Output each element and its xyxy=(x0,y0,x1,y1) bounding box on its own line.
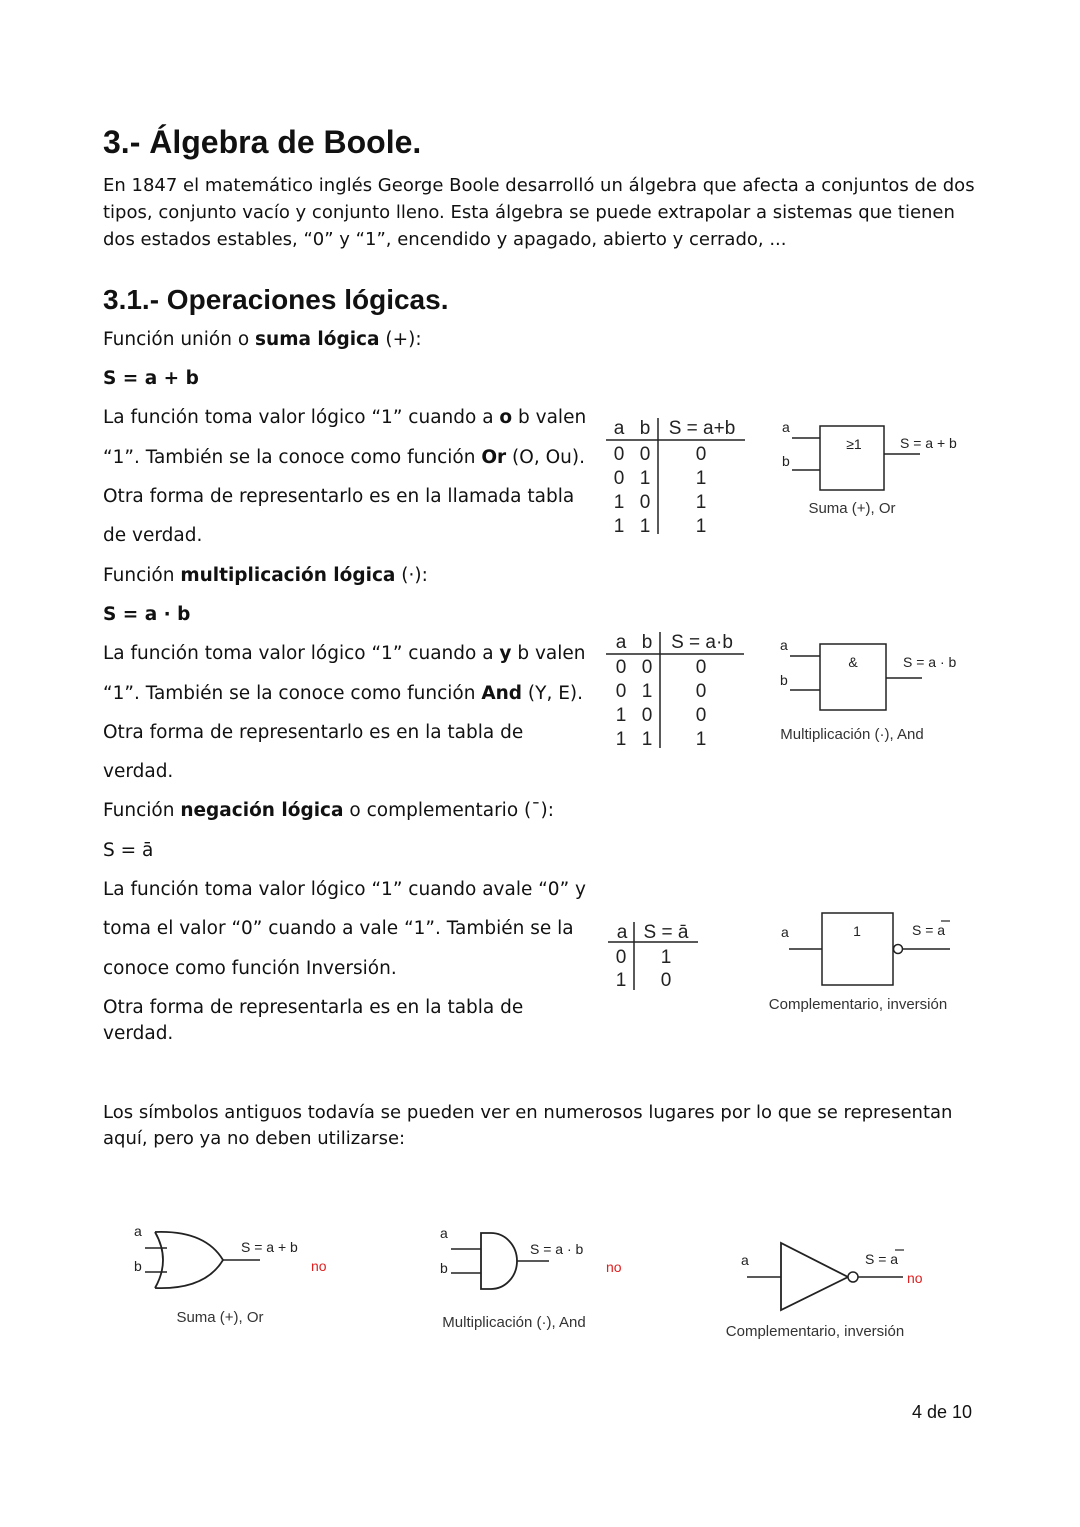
not-table-header-s: S = ā xyxy=(643,922,689,943)
and-gate-label: & xyxy=(848,654,858,670)
and-gate-output: S = a · b xyxy=(903,654,957,670)
or-text-2: “1”. También se la conoce como función Or (O, Ou). xyxy=(103,447,585,468)
not-table-cell: 0 xyxy=(660,970,672,991)
or-table-cell: 1 xyxy=(639,468,651,489)
inversion-bubble-icon xyxy=(894,945,903,954)
and-table-cell: 1 xyxy=(615,705,627,726)
old-or-input-b: b xyxy=(134,1258,142,1274)
and-table-cell: 0 xyxy=(641,657,653,678)
and-text-4: verdad. xyxy=(103,761,174,782)
and-gate-input-b: b xyxy=(780,672,788,688)
or-gate-caption: Suma (+), Or xyxy=(808,500,896,517)
and-table-cell: 0 xyxy=(695,681,707,702)
and-table-cell: 1 xyxy=(615,729,627,750)
intro-paragraph: En 1847 el matemático inglés George Boole desarrolló un álgebra que afecta a conjuntos de dos tipos, conjunto vacío y conjunto lleno. Esta álgebra se puede extrapolar a sistemas que tienen dos estados estables, “0” y “1”, encendido y apagado, abierto y cerrado, ... xyxy=(103,175,975,250)
or-gate-label: ≥1 xyxy=(846,436,862,452)
and-text-2: “1”. También se la conoce como función And (Y, E). xyxy=(103,683,583,704)
or-table-cell: 0 xyxy=(639,444,651,465)
old-not-output: S = a xyxy=(865,1251,899,1267)
old-not-input-a: a xyxy=(741,1252,749,1268)
old-or-gate-symbol xyxy=(125,1210,355,1335)
or-gate-input-a: a xyxy=(782,419,790,435)
page-number: 4 de 10 xyxy=(912,1402,973,1422)
and-heading: Función multiplicación lógica (·): xyxy=(103,565,428,586)
old-not-caption: Complementario, inversión xyxy=(725,1323,905,1340)
or-heading: Función unión o suma lógica (+): xyxy=(103,329,422,350)
or-gate-symbol xyxy=(770,412,980,522)
and-table-cell: 0 xyxy=(695,657,707,678)
and-table-cell: 0 xyxy=(615,681,627,702)
old-and-gate-symbol xyxy=(425,1215,655,1340)
and-text-1: La función toma valor lógico “1” cuando a y b valen xyxy=(103,643,586,664)
or-table-cell: 0 xyxy=(695,444,707,465)
and-truth-table xyxy=(600,624,760,754)
or-table-cell: 0 xyxy=(613,468,625,489)
not-table-cell: 1 xyxy=(660,947,672,968)
old-or-no-mark: no xyxy=(311,1258,327,1274)
or-table-cell: 1 xyxy=(695,468,707,489)
or-table-cell: 1 xyxy=(639,516,651,537)
not-heading: Función negación lógica o complementario (¯): xyxy=(103,800,554,821)
not-text-4: Otra forma de representarla es en la tabla de xyxy=(103,997,524,1018)
not-text-1: La función toma valor lógico “1” cuando avale “0” y xyxy=(103,879,586,900)
or-text-3: Otra forma de representarlo es en la llamada tabla xyxy=(103,486,575,507)
not-gate-input-a: a xyxy=(781,924,789,940)
old-and-input-b: b xyxy=(440,1260,448,1276)
old-not-no-mark: no xyxy=(907,1270,923,1286)
and-table-header-a: a xyxy=(615,632,627,653)
old-not-gate-symbol xyxy=(705,1230,945,1350)
or-table-cell: 0 xyxy=(639,492,651,513)
or-text-1: La función toma valor lógico “1” cuando a o b valen xyxy=(103,407,587,428)
and-table-cell: 0 xyxy=(615,657,627,678)
not-text-3: conoce como función Inversión. xyxy=(103,958,397,979)
not-text-5: verdad. xyxy=(103,1023,174,1044)
and-table-cell: 1 xyxy=(641,681,653,702)
old-and-input-a: a xyxy=(440,1225,448,1241)
not-gate-symbol xyxy=(745,905,980,1020)
not-truth-table xyxy=(600,912,710,994)
or-table-cell: 0 xyxy=(613,444,625,465)
or-table-cell: 1 xyxy=(695,492,707,513)
or-table-header-b: b xyxy=(639,418,651,439)
footer-paragraph: Los símbolos antiguos todavía se pueden ver en numerosos lugares por lo que se representan aquí, pero ya no deben utilizarse: xyxy=(103,1102,953,1149)
section-title: 3.1.- Operaciones lógicas. xyxy=(103,284,449,315)
old-or-input-a: a xyxy=(134,1223,142,1239)
not-table-header-a: a xyxy=(616,922,628,943)
and-gate-symbol xyxy=(760,628,980,748)
and-table-cell: 1 xyxy=(695,729,707,750)
not-table-cell: 1 xyxy=(615,970,627,991)
and-table-header-s: S = a·b xyxy=(671,632,733,653)
not-gate-caption: Complementario, inversión xyxy=(768,996,948,1013)
or-gate-input-b: b xyxy=(782,453,790,469)
and-gate-input-a: a xyxy=(780,637,788,653)
page-title: 3.- Álgebra de Boole. xyxy=(103,124,422,160)
or-table-cell: 1 xyxy=(695,516,707,537)
old-and-output: S = a · b xyxy=(530,1241,584,1257)
or-table-cell: 1 xyxy=(613,516,625,537)
old-or-caption: Suma (+), Or xyxy=(176,1309,264,1326)
and-gate-caption: Multiplicación (·), And xyxy=(780,726,924,743)
and-text-3: Otra forma de representarlo es en la tabla de xyxy=(103,722,524,743)
inversion-bubble-icon xyxy=(848,1272,858,1282)
and-table-cell: 0 xyxy=(695,705,707,726)
or-gate-output: S = a + b xyxy=(900,435,957,451)
and-table-header-b: b xyxy=(641,632,653,653)
and-formula: S = a · b xyxy=(103,604,191,625)
old-and-no-mark: no xyxy=(606,1259,622,1275)
or-table-header-s: S = a+b xyxy=(668,418,736,439)
not-table-cell: 0 xyxy=(615,947,627,968)
not-gate-output: S = a xyxy=(912,922,946,938)
not-text-2: toma el valor “0” cuando a vale “1”. También se la xyxy=(103,918,574,939)
or-table-cell: 1 xyxy=(613,492,625,513)
and-table-cell: 0 xyxy=(641,705,653,726)
or-truth-table xyxy=(600,410,760,540)
and-table-cell: 1 xyxy=(641,729,653,750)
or-formula: S = a + b xyxy=(103,368,199,389)
old-and-caption: Multiplicación (·), And xyxy=(442,1314,586,1331)
or-table-header-a: a xyxy=(613,418,625,439)
old-or-output: S = a + b xyxy=(241,1239,298,1255)
or-text-4: de verdad. xyxy=(103,525,203,546)
not-formula: S = ā xyxy=(103,840,154,861)
not-gate-label: 1 xyxy=(853,923,861,939)
